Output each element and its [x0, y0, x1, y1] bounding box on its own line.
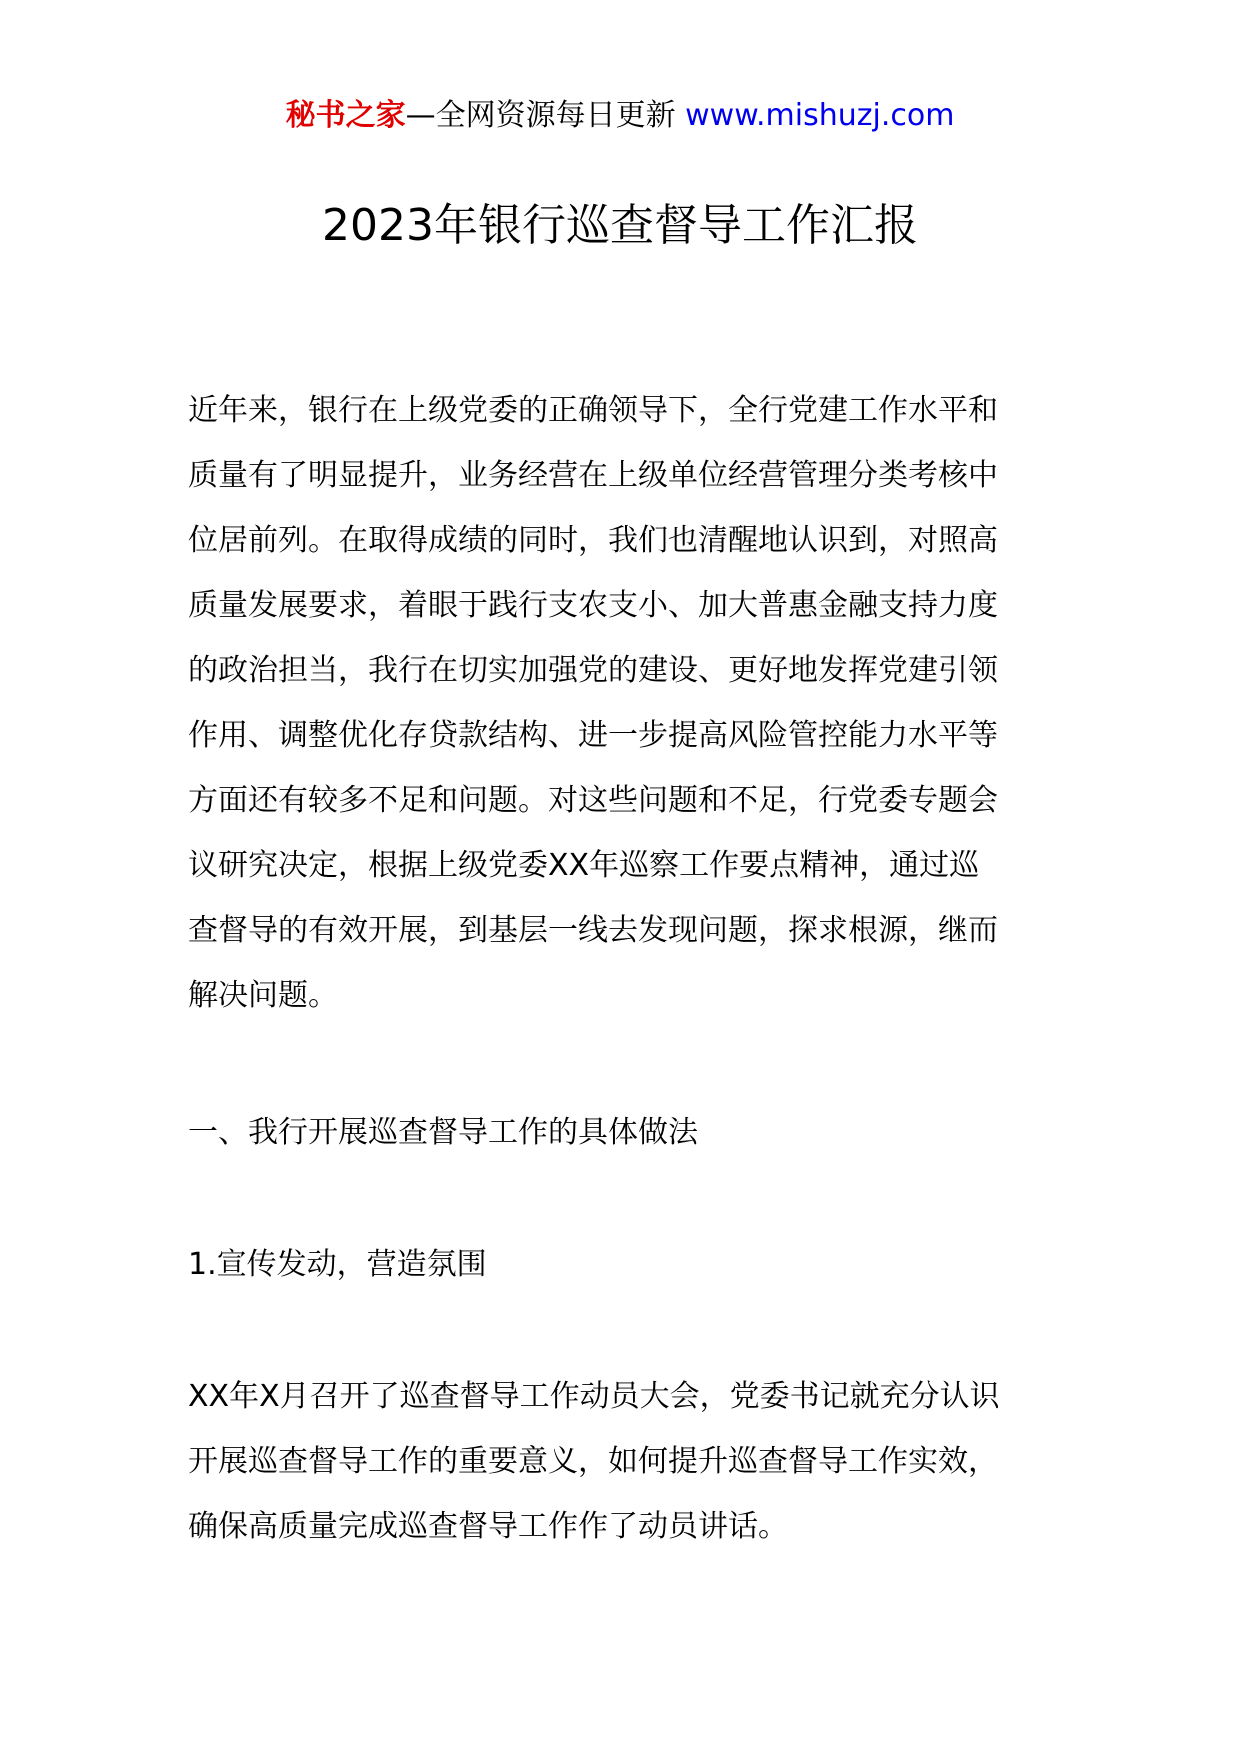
header-tagline: —全网资源每日更新: [405, 98, 686, 133]
paragraph-line: 议研究决定，根据上级党委XX年巡察工作要点精神，通过巡: [188, 848, 980, 883]
paragraph-line: 解决问题。: [188, 978, 338, 1013]
paragraph-line: 开展巡查督导工作的重要意义，如何提升巡查督导工作实效，: [188, 1444, 998, 1479]
paragraph-line: 的政治担当，我行在切实加强党的建设、更好地发挥党建引领: [188, 653, 998, 688]
paragraph-line: 质量有了明显提升，业务经营在上级单位经营管理分类考核中: [188, 458, 998, 493]
section-heading-text: 一、我行开展巡查督导工作的具体做法: [188, 1115, 698, 1150]
intro-paragraph: [188, 378, 1052, 1028]
section-heading: [188, 1100, 1052, 1165]
document-title: 2023年银行巡查督导工作汇报: [322, 200, 918, 251]
paragraph-line: 确保高质量完成巡查督导工作作了动员讲话。: [188, 1509, 788, 1544]
site-header: [0, 96, 1240, 136]
paragraph-line: XX年X月召开了巡查督导工作动员大会，党委书记就充分认识: [188, 1379, 1000, 1414]
paragraph-line: 查督导的有效开展，到基层一线去发现问题，探求根源，继而: [188, 913, 998, 948]
subsection-heading-text: 1.宣传发动，营造氛围: [188, 1247, 487, 1282]
paragraph-line: 质量发展要求，着眼于践行支农支小、加大普惠金融支持力度: [188, 588, 998, 623]
paragraph-line: 方面还有较多不足和问题。对这些问题和不足，行党委专题会: [188, 783, 998, 818]
subsection-heading: [188, 1232, 1052, 1297]
site-url-link[interactable]: www.mishuzj.com: [685, 98, 955, 133]
brand-name: 秘书之家: [285, 98, 406, 133]
paragraph-line: 近年来，银行在上级党委的正确领导下，全行党建工作水平和: [188, 393, 998, 428]
paragraph-line: 作用、调整优化存贷款结构、进一步提高风险管控能力水平等: [188, 718, 998, 753]
subsection-paragraph: [188, 1364, 1052, 1559]
paragraph-line: 位居前列。在取得成绩的同时，我们也清醒地认识到，对照高: [188, 523, 998, 558]
